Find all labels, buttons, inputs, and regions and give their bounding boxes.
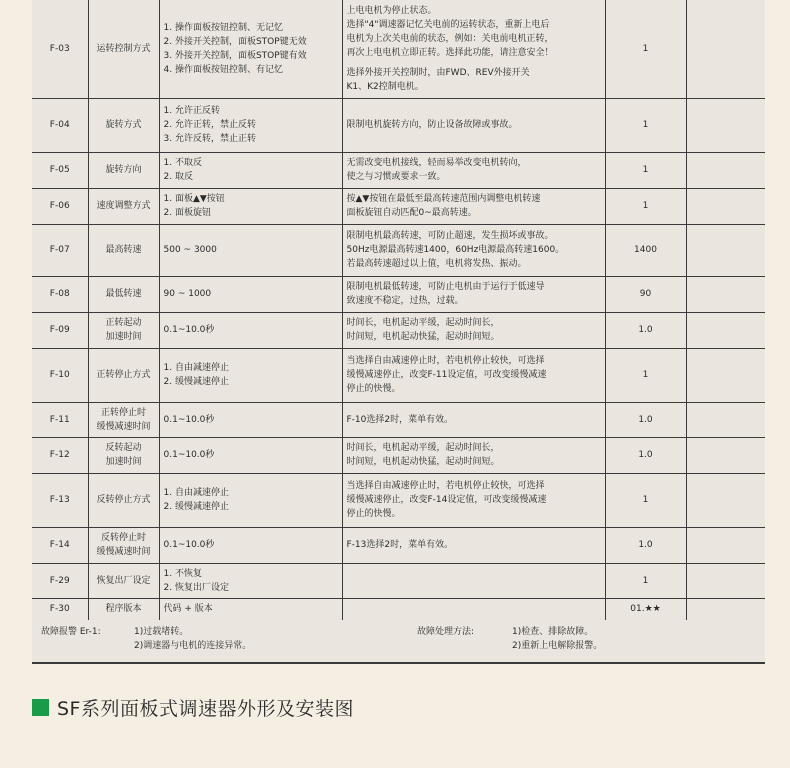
param-name-line: 反转起动 bbox=[105, 443, 142, 453]
param-default-value: 1 bbox=[605, 98, 686, 152]
fault-cause-item: 2)调速器与电机的连接异常。 bbox=[134, 641, 252, 651]
description-line: K1、K2控制电机。 bbox=[346, 81, 424, 92]
param-options bbox=[159, 598, 342, 620]
param-options bbox=[159, 348, 342, 402]
description-line: F-13选择2时，菜单有效。 bbox=[346, 540, 454, 550]
table-row bbox=[32, 224, 765, 276]
description-line: 限制电机最高转速，可防止超速，发生损坏或事故。 bbox=[346, 231, 554, 241]
description-line: 时间短，电机起动快猛，起动时间短。 bbox=[346, 332, 500, 342]
param-name bbox=[88, 224, 159, 276]
description-line: 使之与习惯或要求一致。 bbox=[346, 172, 446, 182]
param-blank-cell bbox=[686, 437, 765, 473]
param-name bbox=[88, 312, 159, 348]
param-name-line: 正转起动 bbox=[105, 318, 142, 328]
param-code: F-09 bbox=[32, 312, 88, 348]
param-code: F-12 bbox=[32, 437, 88, 473]
param-blank-cell bbox=[686, 0, 765, 98]
description-line: 当选择自由减速停止时，若电机停止较快，可选择 bbox=[346, 481, 545, 491]
param-code: F-30 bbox=[32, 598, 88, 620]
param-blank-cell bbox=[686, 224, 765, 276]
description-line: 选择外接开关控制时，由FWD、REV外接开关 bbox=[346, 67, 530, 78]
param-options bbox=[159, 276, 342, 312]
param-name-line: 加速时间 bbox=[105, 457, 142, 467]
param-default-value: 1 bbox=[605, 563, 686, 598]
fault-causes bbox=[41, 625, 251, 653]
param-code: F-07 bbox=[32, 224, 88, 276]
param-blank-cell bbox=[686, 598, 765, 620]
param-options bbox=[159, 98, 342, 152]
param-default-value: 1.0 bbox=[605, 527, 686, 563]
option-line: 90 ~ 1000 bbox=[163, 289, 212, 299]
option-line: 2. 面板旋钮 bbox=[163, 208, 211, 218]
table-row bbox=[32, 188, 765, 224]
description-line: 缓慢减速停止，改变F-14设定值，可改变缓慢减速 bbox=[346, 495, 547, 505]
option-line: 0.1~10.0秒 bbox=[163, 450, 215, 460]
param-default-value: 1 bbox=[605, 348, 686, 402]
param-blank-cell bbox=[686, 152, 765, 188]
param-description bbox=[342, 98, 605, 152]
description-line: 按▲▼按钮在最低至最高转速范围内调整电机转速 bbox=[346, 194, 541, 204]
param-name-line: 运转控制方式 bbox=[96, 43, 151, 54]
description-line: 若最高转速超过以上值，电机将发热、振动。 bbox=[346, 259, 527, 269]
param-options bbox=[159, 473, 342, 527]
param-code: F-29 bbox=[32, 563, 88, 598]
param-options bbox=[159, 563, 342, 598]
description-line: 时间长，电机起动平缓，起动时间长， bbox=[346, 318, 500, 328]
param-name-line: 缓慢减速时间 bbox=[96, 421, 151, 432]
fault-cause-item: 1)过载堵转。 bbox=[134, 627, 189, 637]
description-line: 电机为上次关电前的状态，例如：关电前电机正转， bbox=[346, 33, 554, 44]
param-options bbox=[159, 527, 342, 563]
param-default-value: 1400 bbox=[605, 224, 686, 276]
table-row bbox=[32, 473, 765, 527]
description-line: 50Hz电源最高转速1400，60Hz电源最高转速1600。 bbox=[346, 245, 565, 255]
param-options bbox=[159, 188, 342, 224]
param-options bbox=[159, 0, 342, 98]
param-description bbox=[342, 0, 605, 98]
param-code: F-14 bbox=[32, 527, 88, 563]
param-code: F-13 bbox=[32, 473, 88, 527]
param-description bbox=[342, 348, 605, 402]
param-name-line: 正转停止方式 bbox=[96, 370, 151, 380]
fault-alarm-note bbox=[32, 620, 765, 664]
param-default-value: 1.0 bbox=[605, 402, 686, 437]
description-line: 时间长，电机起动平缓，起动时间长， bbox=[346, 443, 500, 453]
fault-handling bbox=[417, 625, 602, 653]
param-default-value: 01.★★ bbox=[605, 598, 686, 620]
param-name bbox=[88, 598, 159, 620]
param-code: F-11 bbox=[32, 402, 88, 437]
param-default-value: 1 bbox=[605, 473, 686, 527]
param-blank-cell bbox=[686, 98, 765, 152]
param-description bbox=[342, 224, 605, 276]
description-line: 停止的快慢。 bbox=[346, 509, 401, 519]
param-description bbox=[342, 152, 605, 188]
param-description bbox=[342, 527, 605, 563]
param-name bbox=[88, 563, 159, 598]
description-line: 致速度不稳定，过热，过载。 bbox=[346, 296, 464, 306]
param-options bbox=[159, 152, 342, 188]
param-code: F-08 bbox=[32, 276, 88, 312]
fault-handling-label: 故障处理方法: bbox=[417, 627, 475, 637]
param-default-value: 90 bbox=[605, 276, 686, 312]
param-code: F-06 bbox=[32, 188, 88, 224]
description-line: 面板旋钮自动匹配0~最高转速。 bbox=[346, 208, 477, 218]
option-line: 1. 允许正反转 bbox=[163, 106, 220, 116]
param-blank-cell bbox=[686, 348, 765, 402]
param-name bbox=[88, 0, 159, 98]
param-options bbox=[159, 402, 342, 437]
param-options bbox=[159, 312, 342, 348]
param-options bbox=[159, 437, 342, 473]
param-name bbox=[88, 188, 159, 224]
param-name-line: 恢复出厂设定 bbox=[96, 575, 151, 586]
section-heading bbox=[32, 694, 354, 721]
option-line: 2. 恢复出厂设定 bbox=[163, 582, 229, 593]
param-description bbox=[342, 402, 605, 437]
table-row bbox=[32, 527, 765, 563]
param-default-value: 1 bbox=[605, 188, 686, 224]
table-row bbox=[32, 152, 765, 188]
param-description bbox=[342, 563, 605, 598]
param-default-value: 1 bbox=[605, 152, 686, 188]
param-name-line: 反转停止时 bbox=[100, 533, 146, 543]
param-description bbox=[342, 188, 605, 224]
param-name-line: 旋转方式 bbox=[105, 120, 142, 130]
table-row bbox=[32, 563, 765, 598]
option-line: 1. 面板▲▼按钮 bbox=[163, 194, 225, 204]
param-name-line: 反转停止方式 bbox=[96, 495, 151, 505]
option-line: 1. 自由减速停止 bbox=[163, 363, 229, 373]
description-line: 限制电机最低转速，可防止电机由于运行于低速导 bbox=[346, 282, 545, 292]
param-name bbox=[88, 152, 159, 188]
param-name bbox=[88, 473, 159, 527]
param-name-line: 缓慢减速时间 bbox=[96, 547, 151, 557]
param-code: F-03 bbox=[32, 0, 88, 98]
param-default-value: 1.0 bbox=[605, 312, 686, 348]
option-line: 1. 操作面板按钮控制、无记忆 bbox=[163, 22, 283, 33]
option-line: 2. 取反 bbox=[163, 172, 193, 182]
fault-label: 故障报警 Er-1: bbox=[41, 627, 101, 637]
param-blank-cell bbox=[686, 527, 765, 563]
param-blank-cell bbox=[686, 312, 765, 348]
description-line: 无需改变电机接线，轻而易举改变电机转向， bbox=[346, 158, 527, 168]
param-name-line: 程序版本 bbox=[105, 604, 142, 614]
param-name-line: 速度调整方式 bbox=[96, 201, 151, 211]
param-blank-cell bbox=[686, 473, 765, 527]
fault-handling-item: 2)重新上电解除报警。 bbox=[512, 641, 603, 651]
fault-handling-item: 1)检查、排除故障。 bbox=[512, 627, 594, 637]
param-name bbox=[88, 402, 159, 437]
param-name-line: 旋转方向 bbox=[105, 165, 142, 175]
param-blank-cell bbox=[686, 563, 765, 598]
description-line: 缓慢减速停止，改变F-11设定值，可改变缓慢减速 bbox=[346, 370, 547, 380]
parameter-table bbox=[32, 0, 765, 621]
description-line: 停止的快慢。 bbox=[346, 384, 401, 394]
option-line: 4. 操作面板按钮控制、有记忆 bbox=[163, 64, 283, 75]
param-description bbox=[342, 437, 605, 473]
section-heading-text: SF系列面板式调速器外形及安装图 bbox=[57, 698, 354, 720]
option-line: 0.1~10.0秒 bbox=[163, 414, 215, 425]
table-row bbox=[32, 402, 765, 437]
table-row bbox=[32, 98, 765, 152]
description-line: 上电电机为停止状态。 bbox=[346, 5, 437, 16]
description-line: 当选择自由减速停止时，若电机停止较快，可选择 bbox=[346, 356, 545, 366]
param-description bbox=[342, 473, 605, 527]
param-default-value: 1.0 bbox=[605, 437, 686, 473]
param-options bbox=[159, 224, 342, 276]
option-line: 1. 自由减速停止 bbox=[163, 488, 229, 498]
param-blank-cell bbox=[686, 402, 765, 437]
param-name bbox=[88, 276, 159, 312]
param-description bbox=[342, 598, 605, 620]
param-name-line: 最高转速 bbox=[105, 245, 142, 255]
table-row bbox=[32, 312, 765, 348]
option-line: 1. 不取反 bbox=[163, 158, 202, 168]
description-line: F-10选择2时，菜单有效。 bbox=[346, 414, 454, 425]
param-description bbox=[342, 312, 605, 348]
description-line: 选择"4"调速器记忆关电前的运转状态，重新上电后 bbox=[346, 19, 550, 30]
param-default-value: 1 bbox=[605, 0, 686, 98]
option-line: 2. 外接开关控制，面板STOP键无效 bbox=[163, 36, 307, 47]
description-line: 限制电机旋转方向，防止设备故障或事故。 bbox=[346, 120, 518, 130]
description-line: 时间短，电机起动快猛，起动时间短。 bbox=[346, 457, 500, 467]
table-row bbox=[32, 437, 765, 473]
param-name bbox=[88, 527, 159, 563]
option-line: 0.1~10.0秒 bbox=[163, 325, 215, 335]
param-name bbox=[88, 348, 159, 402]
option-line: 2. 允许正转，禁止反转 bbox=[163, 120, 256, 130]
table-row bbox=[32, 598, 765, 620]
param-name-line: 正转停止时 bbox=[100, 407, 146, 418]
table-row bbox=[32, 348, 765, 402]
option-line: 3. 允许反转，禁止正转 bbox=[163, 134, 256, 144]
option-line: 2. 缓慢减速停止 bbox=[163, 377, 229, 387]
param-code: F-10 bbox=[32, 348, 88, 402]
option-line: 500 ~ 3000 bbox=[163, 245, 217, 255]
param-description bbox=[342, 276, 605, 312]
param-name bbox=[88, 437, 159, 473]
param-code: F-04 bbox=[32, 98, 88, 152]
table-row bbox=[32, 0, 765, 98]
table-row bbox=[32, 276, 765, 312]
option-line: 2. 缓慢减速停止 bbox=[163, 502, 229, 512]
param-name bbox=[88, 98, 159, 152]
param-blank-cell bbox=[686, 276, 765, 312]
param-name-line: 加速时间 bbox=[105, 332, 142, 342]
option-line: 1. 不恢复 bbox=[163, 568, 202, 579]
param-blank-cell bbox=[686, 188, 765, 224]
param-name-line: 最低转速 bbox=[105, 289, 142, 299]
param-code: F-05 bbox=[32, 152, 88, 188]
description-line: 再次上电电机立即正转。选择此功能，请注意安全！ bbox=[346, 47, 554, 58]
option-line: 代码 + 版本 bbox=[163, 604, 213, 614]
option-line: 3. 外接开关控制，面板STOP键有效 bbox=[163, 50, 307, 61]
heading-marker-icon bbox=[32, 699, 49, 716]
option-line: 0.1~10.0秒 bbox=[163, 540, 215, 550]
